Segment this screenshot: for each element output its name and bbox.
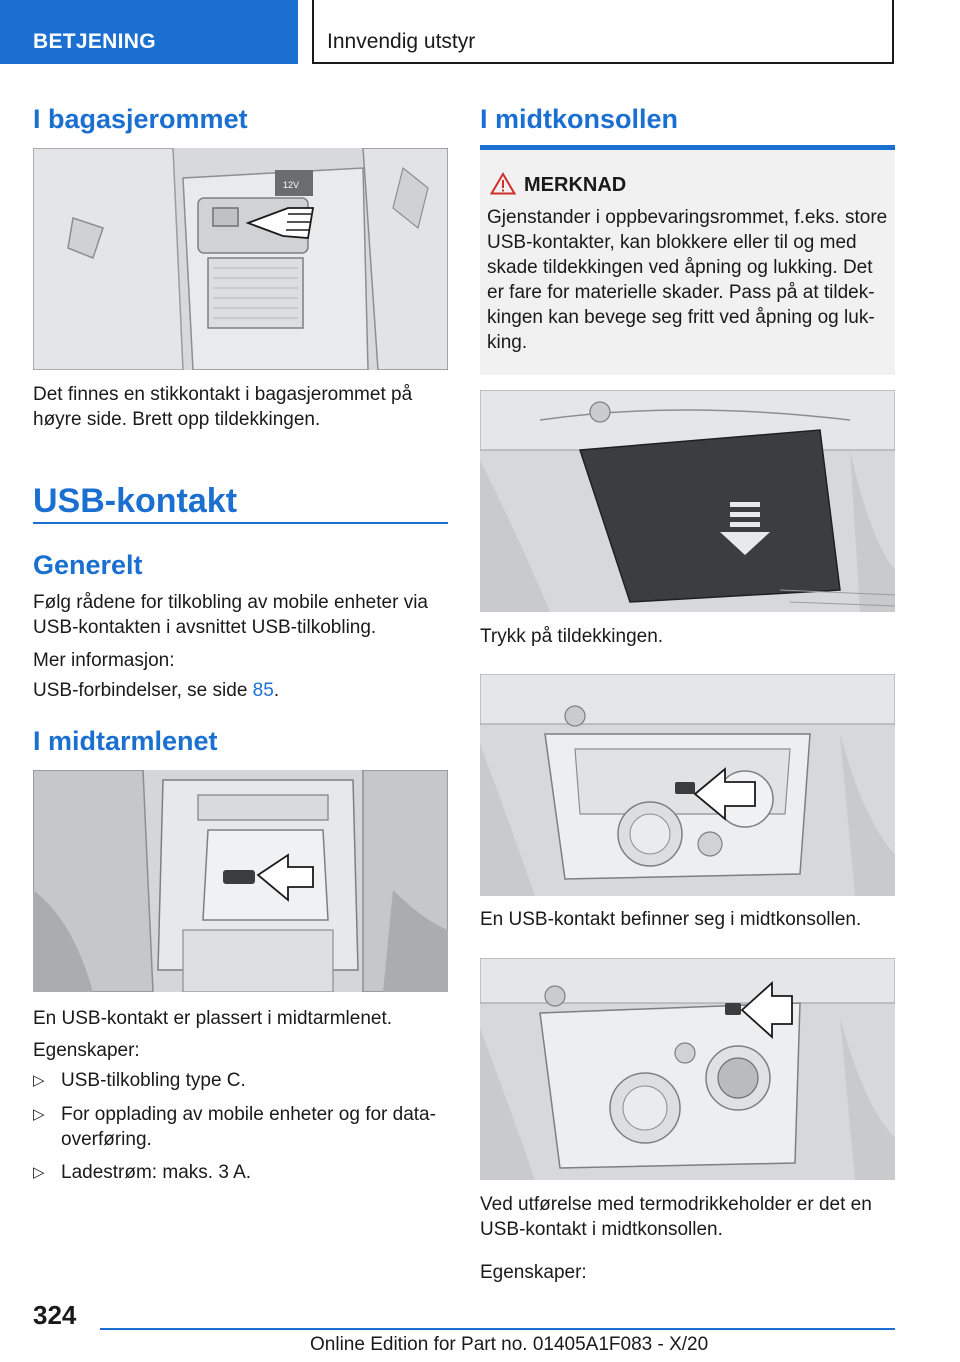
paragraph-mer-informasjon: Mer informasjon: — [33, 650, 175, 671]
header-chapter-tab — [312, 0, 894, 64]
paragraph-midtarmlenet: En USB-kontakt er plassert i midtarmlenet. — [33, 1008, 393, 1029]
heading-usb-kontakt: USB-kontakt — [33, 482, 238, 520]
bullet-text: USB-tilkobling type C. — [61, 1070, 246, 1091]
footer-rule — [100, 1328, 895, 1330]
heading-midtkonsollen: I midtkonsollen — [480, 104, 679, 134]
bullet-text: Ladestrøm: maks. 3 A. — [61, 1162, 252, 1183]
page-link-85[interactable]: 85 — [252, 680, 274, 701]
heading-midtarmlenet: I midtarmlenet — [33, 726, 218, 756]
triangle-bullet-icon: ▷ — [33, 1106, 45, 1123]
usb-forbindelser-period: . — [273, 680, 280, 701]
header-section-tab — [0, 0, 298, 64]
heading-underline — [33, 522, 448, 524]
list-item — [33, 1102, 448, 1152]
figure-trunk-socket — [33, 148, 448, 370]
paragraph-trykk: Trykk på tildekkingen. — [480, 626, 664, 647]
paragraph-egenskaper-left: Egenskaper: — [33, 1040, 140, 1061]
paragraph-usb-forbindelser — [33, 678, 448, 703]
paragraph-generelt: Følg rådene for tilkobling av mobile enheter via USB-kontakten i avsnittet USB-tilkobling. — [33, 592, 428, 638]
header-section-label: BETJENING — [33, 30, 156, 53]
figure-armrest-usb — [33, 770, 448, 992]
header-chapter-label: Innvendig utstyr — [327, 30, 476, 53]
figure-console-usb — [480, 674, 895, 896]
heading-generelt: Generelt — [33, 550, 143, 580]
notice-title: MERKNAD — [524, 174, 627, 196]
bullet-text: For opplading av mobile enheter og for data-overføring. — [61, 1104, 436, 1150]
list-item — [33, 1160, 448, 1185]
paragraph-termodrikkeholder: Ved utførelse med termodrikkeholder er det en USB-kontakt i midtkonsollen. — [480, 1194, 872, 1240]
list-item — [33, 1068, 448, 1093]
figure-console-thermo-usb — [480, 958, 895, 1180]
notice-body: Gjenstander i oppbevaringsrommet, f.eks. store USB-kontakter, kan blokkere eller til og med skade tildekkingen ved åpning og lukking. Det er fare for materielle skader. Pass på at tildek-kingen kan bevege seg fritt ved åpning og luk-king. — [487, 207, 888, 353]
triangle-bullet-icon: ▷ — [33, 1072, 45, 1089]
paragraph-egenskaper-right: Egenskaper: — [480, 1262, 587, 1283]
paragraph-usb-midtkonsollen: En USB-kontakt befinner seg i midtkonsollen. — [480, 909, 862, 930]
footer-edition: Online Edition for Part no. 01405A1F083 - X/20 — [310, 1334, 709, 1355]
figure-console-cover — [480, 390, 895, 612]
page-number: 324 — [33, 1300, 77, 1330]
warning-triangle-icon — [490, 172, 516, 195]
heading-bagasjerommet: I bagasjerommet — [33, 104, 248, 134]
notice-box — [480, 145, 895, 375]
triangle-bullet-icon: ▷ — [33, 1164, 45, 1181]
socket-12v-label: 12V — [283, 180, 300, 190]
usb-forbindelser-text: USB-forbindelser, se side — [33, 680, 248, 701]
paragraph-bagasjerommet: Det finnes en stikkontakt i bagasjerommet på høyre side. Brett opp tildekkingen. — [33, 384, 413, 430]
